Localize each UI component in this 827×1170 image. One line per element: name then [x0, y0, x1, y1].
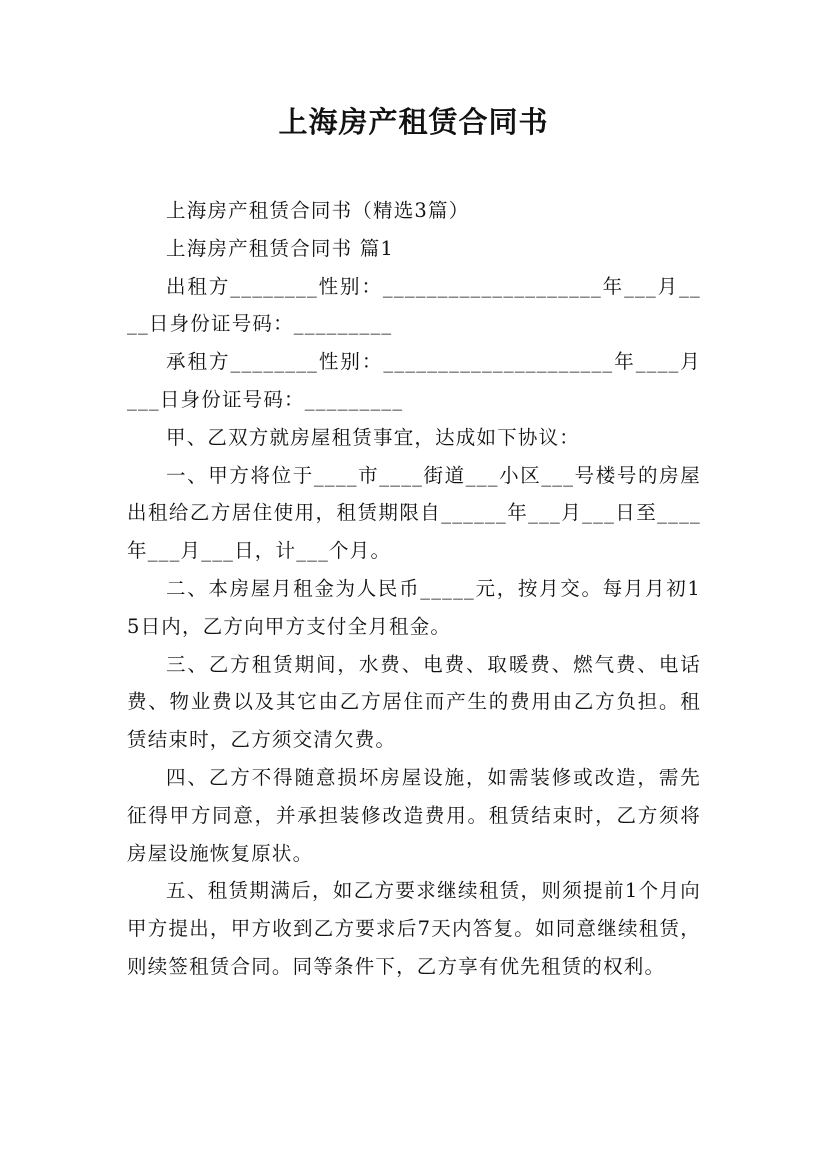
- paragraph-clause-3: 三、乙方租赁期间，水费、电费、取暖费、燃气费、电话费、物业费以及其它由乙方居住而产生的费用由乙方负担。租赁结束时，乙方须交清欠费。: [127, 652, 701, 752]
- paragraph-lessee-info: 承租方________性别：_____________________年____月___日身份证号码：_________: [127, 350, 701, 411]
- paragraph-clause-4: 四、乙方不得随意损坏房屋设施，如需装修或改造，需先征得甲方同意，并承担装修改造费用。租赁结束时，乙方须将房屋设施恢复原状。: [127, 765, 701, 865]
- document-body: [127, 192, 701, 986]
- document-title: 上海房产租赁合同书: [278, 105, 549, 139]
- paragraph-lessor-info: 出租方________性别：____________________年___月____日身份证号码：_________: [127, 274, 701, 336]
- paragraph-subtitle: 上海房产租赁合同书（精选3篇）: [166, 199, 470, 222]
- paragraph-agreement-intro: 甲、乙双方就房屋租赁事宜，达成如下协议：: [166, 425, 581, 449]
- paragraph-clause-1: 一、甲方将位于____市____街道___小区___号楼号的房屋出租给乙方居住使用，租赁期限自______年___月___日至____年___月___日，计___个月。: [127, 463, 701, 563]
- paragraph-clause-5: 五、租赁期满后，如乙方要求继续租赁，则须提前1个月向甲方提出，甲方收到乙方要求后7天内答复。如同意继续租赁，则续签租赁合同。同等条件下，乙方享有优先租赁的权利。: [127, 879, 701, 978]
- paragraph-section-heading: 上海房产租赁合同书 篇1: [166, 236, 395, 260]
- paragraph-clause-2: 二、本房屋月租金为人民币_____元，按月交。每月月初15日内，乙方向甲方支付全月租金。: [127, 576, 701, 638]
